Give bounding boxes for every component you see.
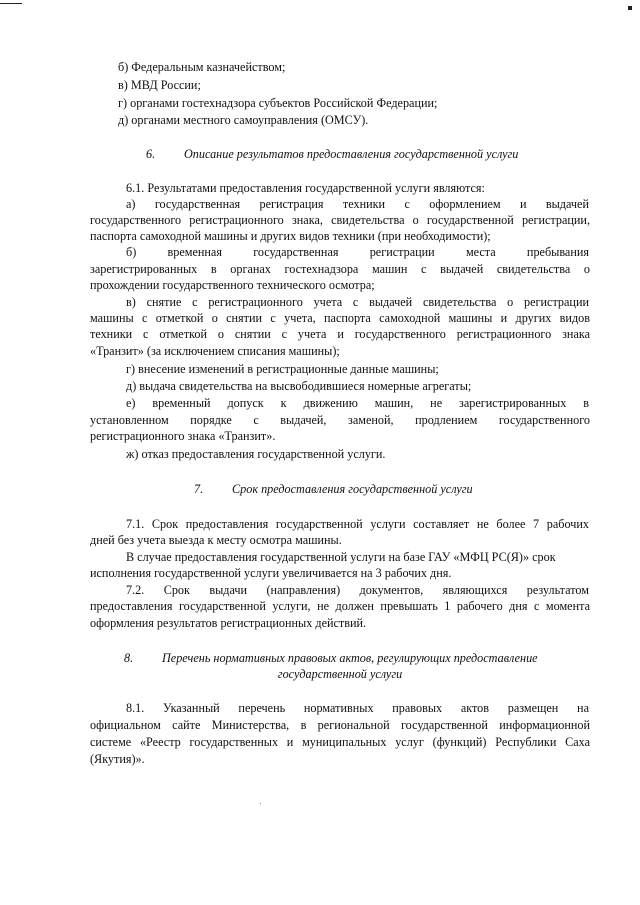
paragraph-line: «Транзит» (за исключением списания машины); [90, 344, 340, 358]
paragraph-line: государственного регистрационного знака, свидетельства о государственной регистрации, [90, 213, 590, 227]
paragraph-line: предоставления государственной услуги, не должен превышать 1 рабочего дня с момента [90, 599, 590, 613]
paragraph-line: регистрационного знака «Транзит». [90, 429, 276, 443]
scan-mark-right [628, 6, 632, 10]
scan-dot [260, 803, 261, 804]
list-item: д) органами местного самоуправления (ОМСУ). [118, 113, 369, 127]
paragraph-line: г) внесение изменений в регистрационные данные машины; [126, 362, 439, 376]
list-item: в) МВД России; [118, 78, 201, 92]
paragraph-line: паспорта самоходной машины и других видов техники (при необходимости); [90, 229, 491, 243]
section-number: 7. [194, 482, 204, 496]
paragraph-line: исполнения государственной услуги увеличивается на 3 рабочих дня. [90, 566, 452, 580]
paragraph-line: официальном сайте Министерства, в региональной государственной информационной [90, 718, 590, 732]
paragraph-line: (Якутия)». [90, 752, 145, 766]
list-item: б) Федеральным казначейством; [118, 60, 286, 74]
section-8-heading-line2: государственной услуги [277, 667, 403, 681]
paragraph-line: машины с отметкой о снятии с учета, паспорта самоходной машины и других видов [90, 311, 590, 325]
paragraph-line: 8.1. Указанный перечень нормативных правовых актов размещен на [126, 701, 589, 715]
paragraph-line: а) государственная регистрация техники с оформлением и выдачей [126, 197, 589, 211]
paragraph-line: д) выдача свидетельства на высвободившиеся номерные агрегаты; [126, 379, 472, 393]
section-title: Срок предоставления государственной услуги [232, 482, 473, 496]
section-number: 6. [146, 147, 156, 161]
paragraph-line: ж) отказ предоставления государственной услуги. [126, 447, 386, 461]
paragraph-line: оформления результатов регистрационных действий. [90, 616, 367, 630]
section-title: Описание результатов предоставления государственной услуги [184, 147, 519, 161]
paragraph-line: зарегистрированных в органах гостехнадзора машин с выдачей свидетельства о [90, 262, 590, 276]
section-7-heading [194, 481, 640, 497]
paragraph-line: прохождении государственного технического осмотра; [90, 278, 375, 292]
paragraph-line: е) временный допуск к движению машин, не зарегистрированных в [126, 396, 589, 410]
scan-mark-left [0, 3, 22, 4]
list-item: г) органами гостехнадзора субъектов Российской Федерации; [118, 96, 438, 110]
paragraph-line: В случае предоставления государственной услуги на базе ГАУ «МФЦ РС(Я)» срок [126, 550, 556, 564]
paragraph-line: 6.1. Результатами предоставления государственной услуги являются: [126, 181, 485, 195]
paragraph-line: б) временная государственная регистрации места пребывания [126, 245, 589, 259]
section-6-heading [146, 146, 640, 162]
paragraph-line: в) снятие с регистрационного учета с выдачей свидетельства о регистрации [126, 295, 589, 309]
section-8-heading [124, 650, 624, 666]
paragraph-line: установленном порядке с выдачей, заменой, продлением государственного [90, 413, 590, 427]
paragraph-line: техники с отметкой о снятии с учета и государственного регистрационного знака [90, 327, 590, 341]
paragraph-line: системе «Реестр государственных и муниципальных услуг (функций) Республики Саха [90, 735, 590, 749]
paragraph-line: 7.1. Срок предоставления государственной услуги составляет не более 7 рабочих [126, 517, 589, 531]
section-number: 8. [124, 651, 134, 665]
section-title: Перечень нормативных правовых актов, регулирующих предоставление [162, 651, 538, 665]
paragraph-line: 7.2. Срок выдачи (направления) документов, являющихся результатом [126, 583, 589, 597]
paragraph-line: дней без учета выезда к месту осмотра машины. [90, 533, 342, 547]
